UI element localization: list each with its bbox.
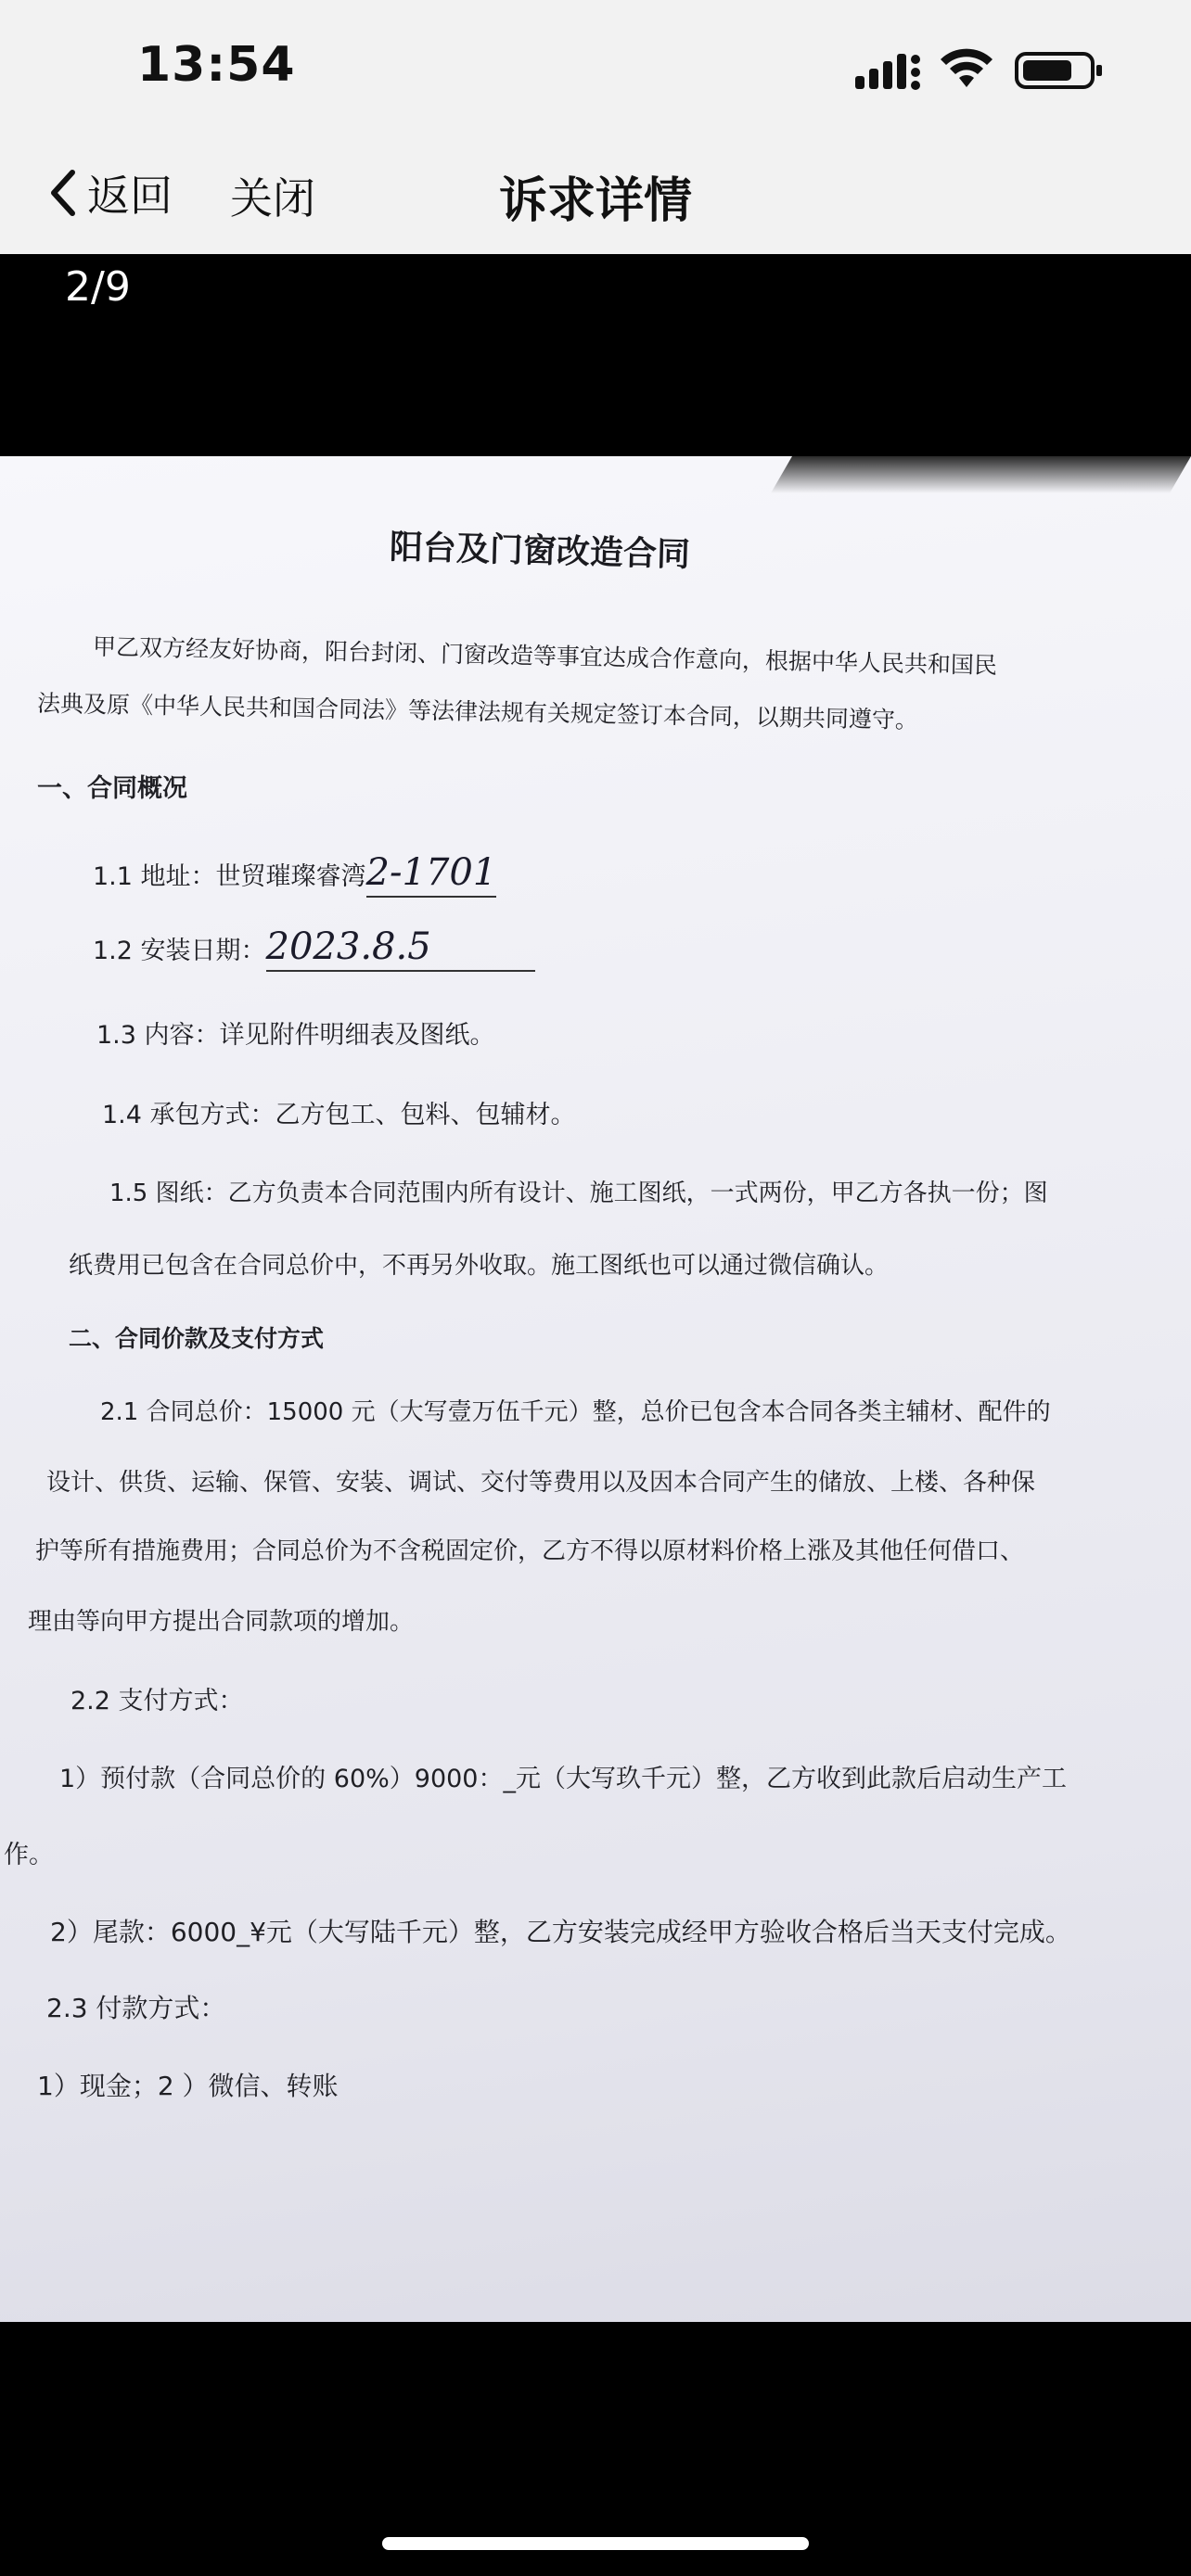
- item-2-1-line-2: 设计、供货、运输、保管、安装、调试、交付等费用以及因本合同产生的储放、上楼、各种保: [46, 1469, 1036, 1497]
- navigation-bar: [0, 139, 1191, 254]
- item-2-2-final-payment: 2）尾款：6000_¥元（大写陆千元）整，乙方安装完成经甲方验收合格后当天支付完成。: [50, 1917, 1071, 1947]
- item-1-5-line-1: 1.5 图纸：乙方负责本合同范围内所有设计、施工图纸，一式两份，甲乙方各执一份；图: [109, 1180, 1048, 1207]
- item-1-5-line-2: 纸费用已包含在合同总价中，不再另外收取。施工图纸也可以通过微信确认。: [69, 1252, 890, 1280]
- section-2-heading: 二、合同价款及支付方式: [69, 1325, 325, 1352]
- item-2-3-methods: 1）现金；2 ）微信、转账: [37, 2071, 339, 2101]
- contract-document-photo: [0, 456, 1191, 2322]
- item-2-2-prepayment-line-1: 1）预付款（合同总价的 60%）9000：_元（大写玖千元）整，乙方收到此款后启动生产工: [59, 1765, 1067, 1793]
- document-title: 阳台及门窗改造合同: [389, 528, 691, 575]
- image-viewer[interactable]: [0, 254, 1191, 2576]
- page-title: 诉求详情: [498, 173, 692, 229]
- item-1-1: [93, 851, 496, 894]
- item-1-2: [93, 925, 535, 972]
- back-label: 返回: [87, 171, 173, 221]
- item-1-3: 1.3 内容：详见附件明细表及图纸。: [96, 1021, 495, 1050]
- status-bar: [0, 0, 1191, 139]
- item-1-2-label: 1.2 安装日期：: [93, 937, 266, 965]
- item-2-1-line-4: 理由等向甲方提出合同款项的增加。: [28, 1608, 415, 1636]
- item-1-1-label: 1.1 地址：世贸璀璨睿湾: [93, 862, 366, 891]
- item-2-2-prepayment-line-2: 作。: [4, 1841, 54, 1869]
- wifi-icon: [937, 46, 996, 91]
- item-2-1-line-1: 2.1 合同总价：15000 元（大写壹万伍千元）整，总价已包含本合同各类主辅材、配件的: [100, 1398, 1051, 1426]
- battery-icon: [1015, 50, 1104, 91]
- item-1-1-handwritten-value: 2-1701: [366, 851, 497, 898]
- status-time: 13:54: [137, 37, 296, 93]
- close-button[interactable]: 关闭: [230, 173, 315, 223]
- home-indicator[interactable]: [382, 2537, 809, 2550]
- item-2-3: 2.3 付款方式：: [46, 1993, 226, 2023]
- cellular-signal-icon: [855, 50, 922, 91]
- item-1-4: 1.4 承包方式：乙方包工、包料、包辅材。: [102, 1101, 576, 1129]
- item-2-2: 2.2 支付方式：: [70, 1687, 244, 1715]
- section-1-heading: 一、合同概况: [37, 774, 187, 803]
- page-edge-shadow: [771, 456, 1191, 493]
- intro-line-2: 法典及原《中华人民共和国合同法》等法律法规有关规定签订本合同，以期共同遵守。: [36, 689, 919, 734]
- item-2-1-line-3: 护等所有措施费用；合同总价为不含税固定价，乙方不得以原材料价格上涨及其他任何借口、: [35, 1537, 1025, 1565]
- item-1-2-handwritten-value: 2023.8.5: [266, 925, 535, 972]
- page-indicator: 2/9: [65, 263, 131, 311]
- intro-line-1: 甲乙双方经友好协商，阳台封闭、门窗改造等事宜达成合作意向，根据中华人民共和国民: [92, 632, 998, 680]
